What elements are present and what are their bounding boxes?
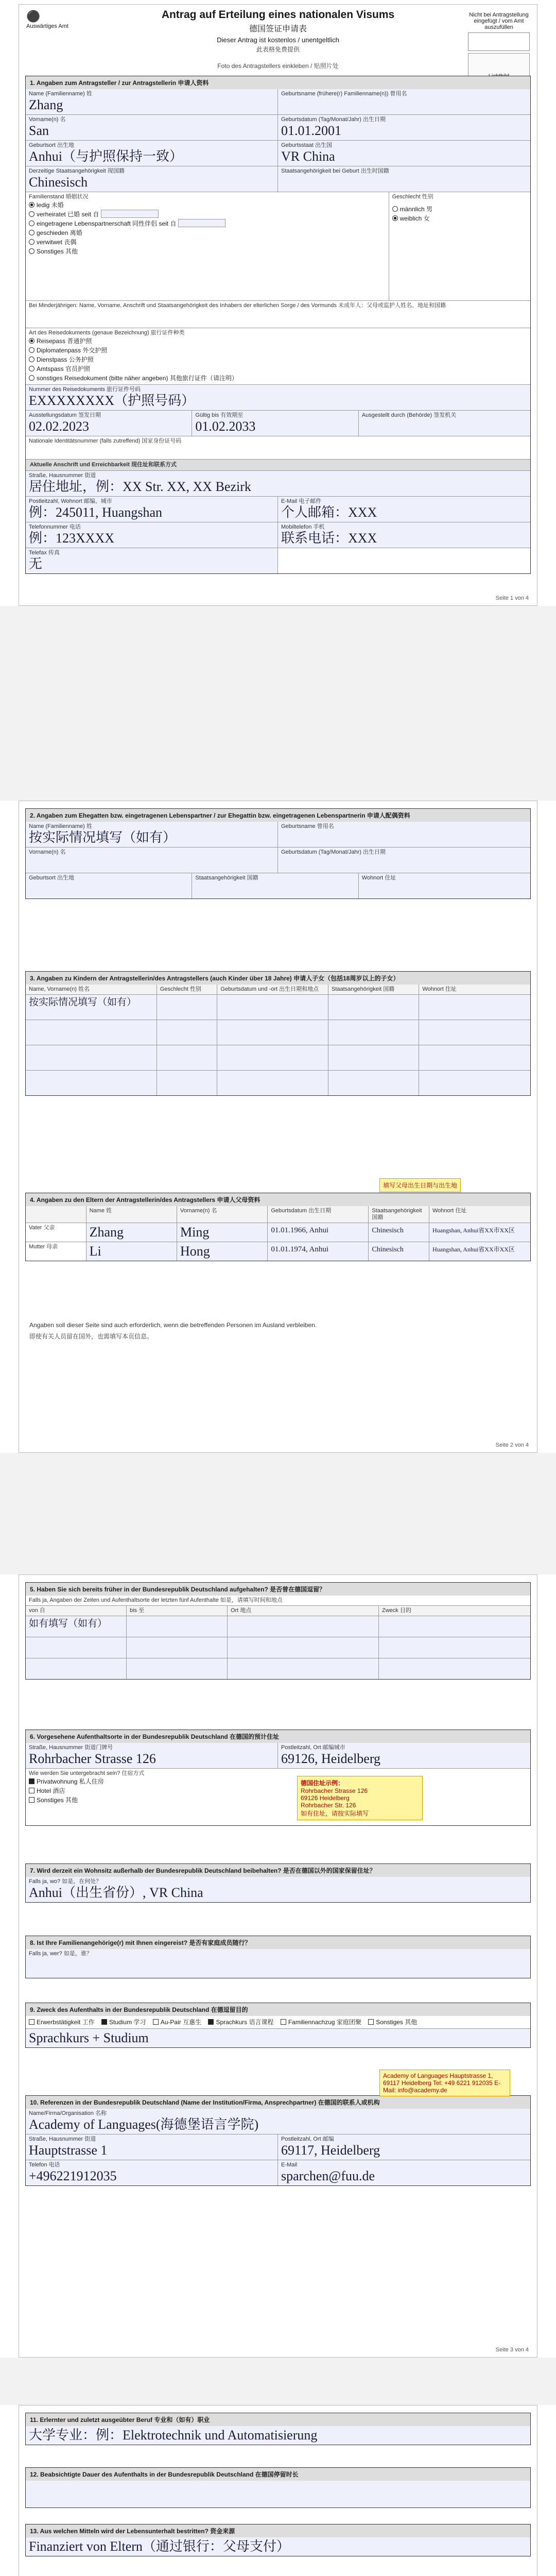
surname-field[interactable]: Name (Familienname) 姓 Zhang bbox=[26, 89, 278, 114]
form-title: Antrag auf Erteilung eines nationalen Visums 德国签证申请表 Dieser Antrag ist kostenlos / unentgeltlich 此表格免费提供 bbox=[161, 9, 395, 53]
valid-until-field[interactable]: Gültig bis 有效期至 01.02.2033 bbox=[192, 411, 358, 436]
checkbox-icon bbox=[281, 2019, 286, 2025]
checkbox-icon bbox=[153, 2019, 159, 2025]
family-status-option[interactable]: eingetragene Lebenspartnerschaft 同性伴侣 seit 自 bbox=[29, 219, 386, 228]
radio-icon bbox=[29, 202, 34, 208]
spouse-birthname-field[interactable]: Geburtsname 曾用名 bbox=[278, 822, 530, 847]
spouse-nat-field[interactable]: Staatsangehörigkeit 国籍 bbox=[192, 873, 358, 899]
q6-section: 6. Vorgesehene Aufenthaltsorte in der Bundesrepublik Deutschland 在德国的预计住址 Straße, Hausnummer 街道门牌号 Rohrbacher Strasse 126 Postleitzahl, Ort 邮编城市 69126, Heidelberg Wie werden Sie untergebracht sein? 住宿方式 Privatwohnung 私人住房 Hotel 酒店 Sonstiges 其他 bbox=[25, 1730, 531, 1826]
q9-option[interactable]: Familiennachzug 家庭团聚 bbox=[281, 2019, 361, 2026]
spouse-surname-field[interactable]: Name (Familienname) 姓 按实际情况填写（如有） bbox=[26, 822, 278, 847]
checkbox-icon bbox=[368, 2019, 374, 2025]
q9-section: 9. Zweck des Aufenthalts in der Bundesrepublik Deutschland 在德逗留目的 Erwerbstätigkeit 工作 Studium 学习 Au-Pair 互惠生 Sprachkurs 语言课程 Familiennachzug 家庭团聚 Sonstiges 其他 Sprachkurs + Studium bbox=[25, 2003, 531, 2048]
q5-col-header: Ort 地点 bbox=[228, 1606, 379, 1616]
q5-col-header: bis 至 bbox=[127, 1606, 228, 1616]
q5-cell[interactable] bbox=[228, 1637, 379, 1658]
q9-option[interactable]: Studium 学习 bbox=[101, 2019, 146, 2026]
stamp-area bbox=[468, 32, 530, 51]
mobile-field[interactable]: Mobiltelefon 手机 联系电话：XXX bbox=[278, 522, 530, 548]
address-example-note: 德国住址示例： Rohrbacher Strasse 126 69126 Heidelberg Rohrbacher Str. 126 如有住址，请按实际填写 bbox=[297, 1776, 423, 1820]
child-cell[interactable] bbox=[217, 995, 328, 1020]
radio-icon bbox=[392, 215, 398, 221]
q9-option[interactable]: Erwerbstätigkeit 工作 bbox=[29, 2019, 95, 2026]
page-number: Seite 2 von 4 bbox=[495, 1442, 529, 1448]
q11-field[interactable]: 大学专业：例：Elektrotechnik und Automatisierung bbox=[26, 2426, 530, 2445]
q10-section: 10. Referenzen in der Bundesrepublik Deutschland (Name der Institution/Firma, Ansprechpartner) 在德国的联系人或机构 Name/Firma/Organisation 名称 Academy of Languages(海德堡语言学院) Straße, Hausnummer 街道 Hauptstrasse 1 Postleitzahl, Ort 邮编 69117, Heidelberg Telefon 电话 +496221912035 E-Mail sparchen@fuu.de bbox=[25, 2095, 531, 2186]
parent-col-header: Vorname(n) 名 bbox=[177, 1206, 268, 1223]
q9-option[interactable]: Sprachkurs 语言课程 bbox=[208, 2019, 273, 2026]
q9-option[interactable]: Sonstiges 其他 bbox=[368, 2019, 417, 2026]
q12-section: 12. Beabsichtigte Dauer des Aufenthalts in der Bundesrepublik Deutschland 在德国停留时长 bbox=[25, 2467, 531, 2508]
empty-cell bbox=[278, 548, 530, 573]
children-section: 3. Angaben zu Kindern der Antragstellerin/des Antragstellers (auch Kinder über 18 Jahre) 申请人子女（包括18周岁以上的子女） Name, Vorname(n) 姓名 Geschlecht 性别 Geburtsdatum und -ort 出生日期和地点 Staatsangehörigkeit 国籍 Wohnort 住址 按实际情况填写（如有） bbox=[25, 971, 531, 1096]
page-number: Seite 3 von 4 bbox=[495, 2347, 529, 2353]
q5-cell[interactable] bbox=[228, 1658, 379, 1679]
child-cell[interactable] bbox=[26, 1071, 157, 1095]
page-number: Seite 1 von 4 bbox=[495, 595, 529, 601]
checkbox-icon bbox=[101, 2019, 107, 2025]
fax-field[interactable]: Telefax 传真 无 bbox=[26, 548, 278, 573]
q5-cell[interactable] bbox=[127, 1616, 228, 1637]
q9-field[interactable]: Sprachkurs + Studium bbox=[26, 2029, 530, 2047]
parents-section: 4. Angaben zu den Eltern der Antragstellerin/des Antragstellers 申请人父母资料 Name 姓 Vorname(n) 名 Geburtsdatum 出生日期 Staatsangehörigkeit 国籍 Wohnort 住址 Vater 父亲 Zhang Ming 01.01.1966, Anhui Chinesisch Huangshan, Anhui省XX市XX区 Mutter 母亲 Li Hong 01.01.1974, Anhui Chinesisch Huangshan, Anhui省XX市XX区 bbox=[25, 1193, 531, 1261]
pob-field[interactable]: Geburtsort 出生地 Anhui（与护照保持一致） bbox=[26, 141, 278, 166]
applicant-section: 1. Angaben zum Antragsteller / zur Antragstellerin 申请人资料 Name (Familienname) 姓 Zhang Geburtsname (frühere(r) Familienname(n)) 曾用名 Vorname(n) 名 San Geburtsdatum (Tag/Monat/Jahr) 出生日期 01.01.2001 Geburtsort 出生地 Anhui（与护照保持一致） Geburtsstaat 出生国 VR China Derzeitige Staatsangehörigkeit 现国籍 Chinesisch Staatsangehörigkeit bei Geburt 出生时国籍 Familienstand 婚姻状况 ledig 未婚 verheiratet 已婚 seit 自 eingetragene Lebenspartnerschaft 同性伴侣 seit 自 geschieden 离婚 verwitwet 丧偶 Sonstiges 其他 Geschlecht 性别 männlich 男 weiblich 女 Bei Minderjährigen: Name, Vorname, Anschrift und Staatsangehörigkeit des Inhabers der elterlichen Sorge / des Vormunds 未成年人：父母或监护人姓名、地址和国籍 Art des Reisedokuments (genaue Bezeichnung) 旅行证件种类 Reisepass 普通护照 Diplomatenpass 外交护照 Dienstpass 公务护照 Amtspass 官员护照 sonstiges Reisedokument (bitte näher angeben) 其他旅行证件（请注明） Nummer des Reisedokuments 旅行证件号码 EXXXXXXXX（护照号码） Ausstellungsdatum 签发日期 02.02.2023 Gültig bis 有效期至 01.02.2033 Ausgestellt durch (Behörde) 签发机关 Nationale Identitätsnummer (falls zutreffend) 国家身份证号码 Aktuelle Anschrift und Erreichbarkeit 现住址和联系方式 Straße, Hausnummer 街道 居住地址，例：XX Str. XX, XX Bezirk Postleitzahl, Wohnort 邮编、城市 例：245011, Huangshan E-Mail 电子邮件 个人邮箱：XXX Telefonnummer 电话 例：123XXXX Mobiltelefon 手机 联系电话：XXX Telefax 传真 无 bbox=[25, 76, 531, 574]
q6-postal-field[interactable]: Postleitzahl, Ort 邮编城市 69126, Heidelberg bbox=[278, 1743, 530, 1768]
q7-field[interactable]: Falls ja, wo? 如是，在何处？ Anhui（出生省份）, VR China bbox=[26, 1877, 530, 1902]
child-col-header: Geschlecht 性别 bbox=[157, 985, 218, 994]
family-status-option[interactable]: verwitwet 丧偶 bbox=[29, 238, 386, 247]
family-status-option[interactable]: geschieden 离婚 bbox=[29, 228, 386, 238]
radio-icon bbox=[29, 375, 34, 381]
q6-street-field[interactable]: Straße, Hausnummer 街道门牌号 Rohrbacher Strasse 126 bbox=[26, 1743, 278, 1768]
child-cell[interactable] bbox=[419, 1020, 530, 1045]
radio-icon bbox=[29, 239, 34, 245]
q5-cell[interactable] bbox=[26, 1658, 127, 1679]
q10-name-field[interactable]: Name/Firma/Organisation 名称 Academy of Languages(海德堡语言学院) bbox=[26, 2109, 530, 2134]
child-cell[interactable] bbox=[328, 1045, 419, 1070]
radio-icon bbox=[29, 347, 34, 353]
q11-section: 11. Erlernter und zuletzt ausgeübter Beruf 专业和（如有）职业 大学专业：例：Elektrotechnik und Automatisierung bbox=[25, 2413, 531, 2445]
eagle-icon: ⚫ bbox=[26, 10, 41, 23]
child-cell[interactable] bbox=[328, 995, 419, 1020]
child-cell[interactable] bbox=[157, 1020, 218, 1045]
radio-icon bbox=[29, 221, 34, 226]
child-cell[interactable] bbox=[217, 1071, 328, 1095]
child-cell[interactable] bbox=[157, 995, 218, 1020]
radio-icon bbox=[29, 338, 34, 344]
parent-surname-cell[interactable]: Zhang bbox=[86, 1223, 177, 1242]
parent-row-father bbox=[26, 1223, 530, 1242]
checkbox-icon bbox=[29, 1778, 34, 1784]
q5-cell[interactable] bbox=[379, 1637, 530, 1658]
school-address-note: Academy of Languages Hauptstrasse 1, 69117 Heidelberg Tel: +49 6221 912035 E-Mail: info@academy.de bbox=[379, 2070, 510, 2096]
parent-col-header: Staatsangehörigkeit 国籍 bbox=[369, 1206, 429, 1223]
document-type-option[interactable]: Dienstpass 公务护照 bbox=[29, 355, 527, 364]
parent-surname-cell[interactable]: Li bbox=[86, 1242, 177, 1261]
q6-accommodation-group: Wie werden Sie untergebracht sein? 住宿方式 Privatwohnung 私人住房 Hotel 酒店 Sonstiges 其他 bbox=[26, 1769, 530, 1825]
parent-role: Vater 父亲 bbox=[26, 1223, 86, 1242]
q5-cell[interactable] bbox=[379, 1616, 530, 1637]
form-page-4 bbox=[19, 2405, 537, 2576]
authority-field[interactable]: Ausgestellt durch (Behörde) 签发机关 bbox=[359, 411, 530, 436]
birthname-field[interactable]: Geburtsname (frühere(r) Familienname(n)) 曾用名 bbox=[278, 89, 530, 114]
guardian-field[interactable]: Bei Minderjährigen: Name, Vorname, Anschrift und Staatsangehörigkeit des Inhabers der elterlichen Sorge / des Vormunds 未成年人：父母或监护人姓名、地址和国籍 bbox=[29, 302, 446, 309]
page-gap bbox=[0, 1453, 556, 1574]
national-id-field[interactable]: Nationale Identitätsnummer (falls zutreffend) 国家身份证号码 bbox=[29, 438, 182, 444]
radio-icon bbox=[29, 357, 34, 362]
radio-icon bbox=[29, 211, 34, 217]
q7-section: 7. Wird derzeit ein Wohnsitz außerhalb der Bundesrepublik Deutschland beibehalten? 是否在德国以外的国家保留住址？ Falls ja, wo? 如是，在何处？ Anhui（出生省份）, VR China bbox=[25, 1863, 531, 1903]
q5-cell[interactable] bbox=[26, 1637, 127, 1658]
family-status-option[interactable]: verheiratet 已婚 seit 自 bbox=[29, 210, 386, 219]
q10-postal-field[interactable]: Postleitzahl, Ort 邮编 69117, Heidelberg bbox=[278, 2134, 530, 2160]
street-field[interactable]: Straße, Hausnummer 街道 居住地址，例：XX Str. XX, XX Bezirk bbox=[26, 471, 530, 496]
parents-footer: Angaben soll dieser Seite sind auch erforderlich, wenn die betreffenden Personen im Ausland verbleiben. bbox=[29, 1321, 317, 1329]
q5-section: 5. Haben Sie sich bereits früher in der Bundesrepublik Deutschland aufgehalten? 是否曾在德国逗留？ Falls ja, Angaben der Zeiten und Aufenthaltsorte der letzten fünf Aufenthalte 如是，请填写时间和地点 von 自 bis 至 Ort 地点 Zweck 目的 如有填写（如有） bbox=[25, 1582, 531, 1680]
document-type-option[interactable]: Diplomatenpass 外交护照 bbox=[29, 346, 527, 355]
photo-banner: Foto des Antragstellers einkleben / 贴照片处 bbox=[217, 62, 339, 70]
parents-note: 填写父母出生日期与出生地 bbox=[379, 1178, 461, 1192]
email-field[interactable]: E-Mail 电子邮件 个人邮箱：XXX bbox=[278, 497, 530, 522]
q10-email-field[interactable]: E-Mail sparchen@fuu.de bbox=[278, 2160, 530, 2185]
page-gap bbox=[0, 2358, 556, 2405]
child-col-header: Name, Vorname(n) 姓名 bbox=[26, 985, 157, 994]
parent-dob-cell[interactable]: 01.01.1966, Anhui bbox=[268, 1223, 369, 1242]
parent-col-header: Wohnort 住址 bbox=[432, 1208, 467, 1214]
family-status-option[interactable]: ledig 未婚 bbox=[29, 200, 386, 210]
parent-addr-cell[interactable]: Huangshan, Anhui省XX市XX区 bbox=[429, 1242, 530, 1261]
family-status-option[interactable]: Sonstiges 其他 bbox=[29, 247, 386, 256]
address-subheading: Aktuelle Anschrift und Erreichbarkeit 现住址和联系方式 bbox=[26, 460, 530, 470]
child-cell[interactable] bbox=[217, 1020, 328, 1045]
parent-given-cell[interactable]: Hong bbox=[177, 1242, 268, 1261]
radio-icon bbox=[29, 366, 34, 371]
q9-option[interactable]: Au-Pair 互惠生 bbox=[153, 2019, 201, 2026]
q5-cell[interactable] bbox=[127, 1637, 228, 1658]
form-page-2 bbox=[19, 801, 537, 1453]
q6-option[interactable]: Hotel 酒店 bbox=[29, 1786, 527, 1795]
q5-col-header: Zweck 目的 bbox=[382, 1607, 411, 1614]
q10-street-field[interactable]: Straße, Hausnummer 街道 Hauptstrasse 1 bbox=[26, 2134, 278, 2160]
issue-date-field[interactable]: Ausstellungsdatum 签发日期 02.02.2023 bbox=[26, 411, 192, 436]
ministry-logo: ⚫ Auswärtiges Amt bbox=[26, 10, 68, 29]
q5-cell[interactable] bbox=[379, 1658, 530, 1679]
child-col-header: Wohnort 住址 bbox=[422, 986, 457, 992]
child-cell[interactable] bbox=[157, 1045, 218, 1070]
parent-role: Mutter 母亲 bbox=[26, 1242, 86, 1261]
q10-phone-field[interactable]: Telefon 电话 +496221912035 bbox=[26, 2160, 278, 2185]
q6-option[interactable]: Sonstiges 其他 bbox=[29, 1795, 527, 1805]
child-cell[interactable] bbox=[328, 1071, 419, 1095]
q13-section: 13. Aus welchen Mitteln wird der Lebensunterhalt bestritten? 资金来源 Finanziert von Eltern（通过银行：父母支付） bbox=[25, 2524, 531, 2556]
document-type-option[interactable]: Reisepass 普通护照 bbox=[29, 336, 527, 346]
given-name-field[interactable]: Vorname(n) 名 San bbox=[26, 115, 278, 140]
form-page-3 bbox=[19, 1574, 537, 2358]
official-use-box: Nicht bei Antragstellung eingefügt / vom Amt auszufüllen bbox=[468, 12, 530, 111]
child-cell[interactable] bbox=[217, 1045, 328, 1070]
q12-field[interactable] bbox=[26, 2481, 530, 2507]
spouse-section: 2. Angaben zum Ehegatten bzw. eingetragenen Lebenspartner / zur Ehegattin bzw. eingetragenen Lebenspartnerin 申请人配偶资料 Name (Familienname) 姓 按实际情况填写（如有） Geburtsname 曾用名 Vorname(n) 名 Geburtsdatum (Tag/Monat/Jahr) 出生日期 Geburtsort 出生地 Staatsangehörigkeit 国籍 Wohnort 住址 bbox=[25, 808, 531, 899]
checkbox-icon bbox=[29, 1797, 34, 1803]
nationality-field[interactable]: Derzeitige Staatsangehörigkeit 现国籍 Chinesisch bbox=[26, 166, 278, 192]
checkbox-icon bbox=[29, 1788, 34, 1793]
parent-nat-cell[interactable]: Chinesisch bbox=[369, 1242, 429, 1261]
radio-icon bbox=[29, 230, 34, 235]
parent-nat-cell[interactable]: Chinesisch bbox=[369, 1223, 429, 1242]
postal-field[interactable]: Postleitzahl, Wohnort 邮编、城市 例：245011, Huangshan bbox=[26, 497, 278, 522]
q9-purpose-group bbox=[26, 2016, 530, 2028]
child-cell[interactable] bbox=[419, 1071, 530, 1095]
parent-dob-cell[interactable]: 01.01.1974, Anhui bbox=[268, 1242, 369, 1261]
cob-field[interactable]: Geburtsstaat 出生国 VR China bbox=[278, 141, 530, 166]
child-cell[interactable] bbox=[157, 1071, 218, 1095]
child-col-header: Geburtsdatum und -ort 出生日期和地点 bbox=[217, 985, 328, 994]
family-status-group: Familienstand 婚姻状况 ledig 未婚 verheiratet 已婚 seit 自 eingetragene Lebenspartnerschaft 同性伴侣 seit 自 geschieden 离婚 verwitwet 丧偶 Sonstiges 其他 bbox=[26, 192, 389, 300]
child-cell[interactable] bbox=[419, 1045, 530, 1070]
dob-field[interactable]: Geburtsdatum (Tag/Monat/Jahr) 出生日期 01.01.2001 bbox=[278, 115, 530, 140]
form-page-1 bbox=[19, 4, 537, 606]
parents-footer-cn: 即使有关人员留在国外，也需填写本页信息。 bbox=[29, 1333, 153, 1340]
q13-field[interactable]: Finanziert von Eltern（通过银行：父母支付） bbox=[26, 2537, 530, 2556]
spouse-pob-field[interactable]: Geburtsort 出生地 bbox=[26, 873, 192, 899]
child-name-cell[interactable]: 按实际情况填写（如有） bbox=[26, 995, 157, 1020]
child-cell[interactable] bbox=[328, 1020, 419, 1045]
child-cell[interactable] bbox=[419, 995, 530, 1020]
nationality-birth-field[interactable]: Staatsangehörigkeit bei Geburt 出生时国籍 bbox=[278, 166, 530, 192]
spouse-dob-field[interactable]: Geburtsdatum (Tag/Monat/Jahr) 出生日期 bbox=[278, 848, 530, 873]
child-col-header: Staatsangehörigkeit 国籍 bbox=[328, 985, 419, 994]
checkbox-icon bbox=[208, 2019, 214, 2025]
parent-col-header: Name 姓 bbox=[86, 1206, 177, 1223]
phone-field[interactable]: Telefonnummer 电话 例：123XXXX bbox=[26, 522, 278, 548]
document-type-group: Art des Reisedokuments (genaue Bezeichnung) 旅行证件种类 Reisepass 普通护照 Diplomatenpass 外交护照 Dienstpass 公务护照 Amtspass 官员护照 sonstiges Reisedokument (bitte näher angeben) 其他旅行证件（请注明） bbox=[26, 328, 530, 384]
sex-male-option[interactable]: männlich 男 bbox=[392, 205, 527, 214]
radio-icon bbox=[29, 248, 34, 254]
sex-female-option[interactable]: weiblich 女 bbox=[392, 214, 527, 223]
parent-col-header bbox=[26, 1206, 86, 1223]
parent-col-header: Geburtsdatum 出生日期 bbox=[268, 1206, 369, 1223]
spouse-given-field[interactable]: Vorname(n) 名 bbox=[26, 848, 278, 873]
q6-option[interactable]: Privatwohnung 私人住房 bbox=[29, 1777, 527, 1786]
document-type-option[interactable]: Amtspass 官员护照 bbox=[29, 364, 527, 374]
parent-row-mother bbox=[26, 1242, 530, 1261]
q8-section: 8. Ist Ihre Familienangehörige(r) mit Ihnen eingereist? 是否有家庭成员随行？ Falls ja, wer? 如是，谁？ bbox=[25, 1936, 531, 1978]
sex-group: Geschlecht 性别 männlich 男 weiblich 女 bbox=[389, 192, 530, 300]
passport-number-field[interactable]: Nummer des Reisedokuments 旅行证件号码 EXXXXXXXX（护照号码） bbox=[26, 385, 530, 410]
parent-given-cell[interactable]: Ming bbox=[177, 1223, 268, 1242]
checkbox-icon bbox=[29, 2019, 34, 2025]
spouse-addr-field[interactable]: Wohnort 住址 bbox=[359, 873, 530, 899]
parent-addr-cell[interactable]: Huangshan, Anhui省XX市XX区 bbox=[429, 1223, 530, 1242]
document-type-option[interactable]: sonstiges Reisedokument (bitte näher angeben) 其他旅行证件（请注明） bbox=[29, 374, 527, 383]
q5-cell[interactable]: 如有填写（如有） bbox=[26, 1616, 127, 1637]
page-gap bbox=[0, 606, 556, 801]
q5-cell[interactable] bbox=[228, 1616, 379, 1637]
child-cell[interactable] bbox=[26, 1045, 157, 1070]
radio-icon bbox=[392, 206, 398, 212]
child-cell[interactable] bbox=[26, 1020, 157, 1045]
q5-col-header: von 自 bbox=[26, 1606, 127, 1616]
q5-cell[interactable] bbox=[127, 1658, 228, 1679]
q8-field[interactable]: Falls ja, wer? 如是，谁？ bbox=[26, 1949, 530, 1978]
